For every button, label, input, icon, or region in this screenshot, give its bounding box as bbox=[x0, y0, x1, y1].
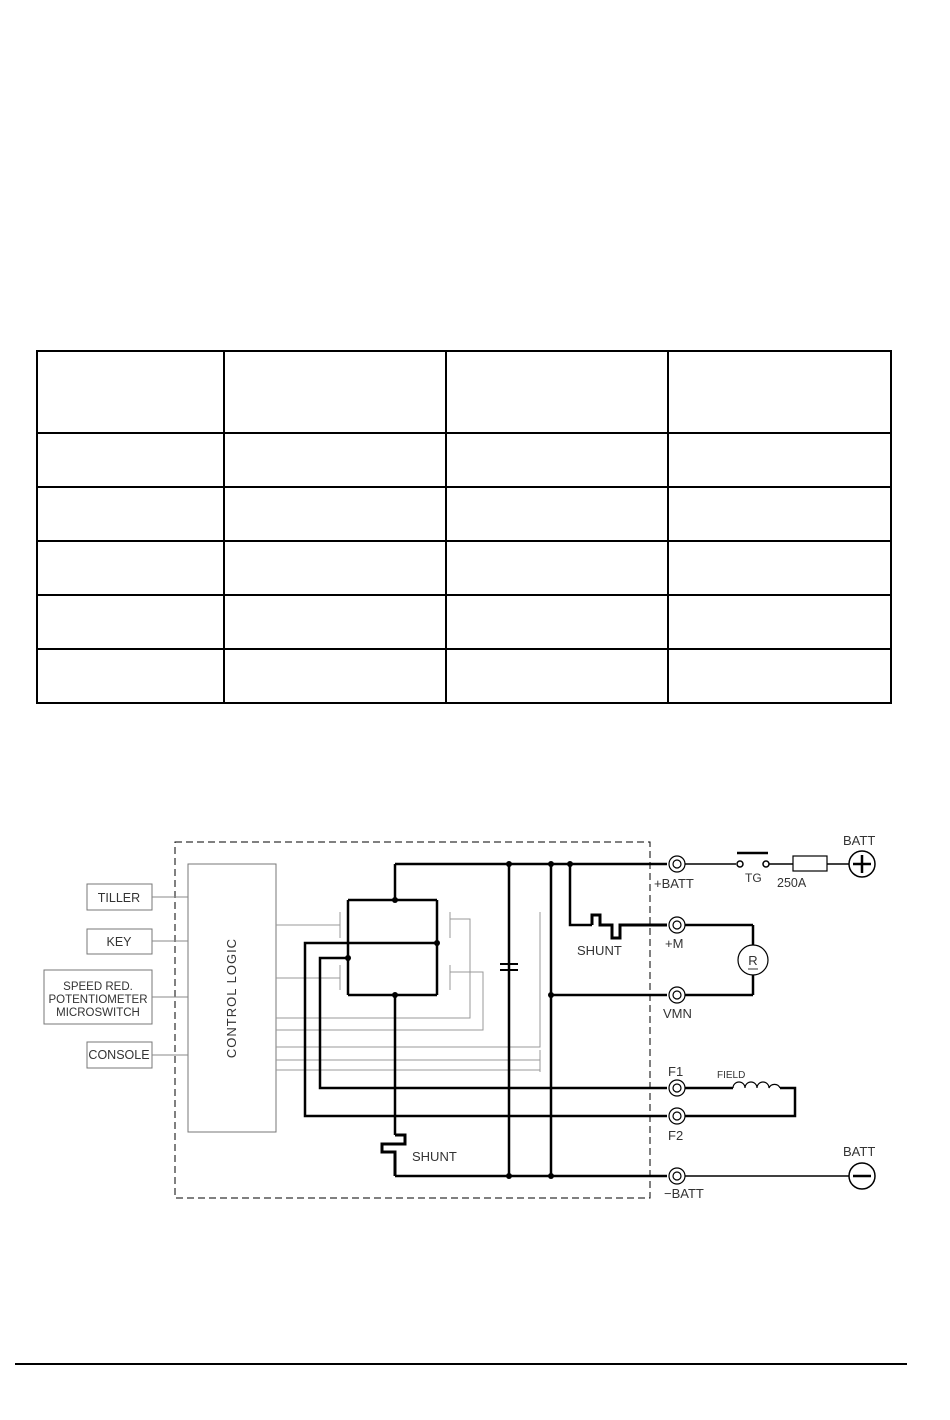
table-cell bbox=[37, 595, 224, 649]
plus-batt-terminal-label: +BATT bbox=[654, 876, 694, 891]
wiring-schematic bbox=[0, 800, 950, 1240]
batt-positive-label: BATT bbox=[843, 833, 876, 848]
table-cell bbox=[37, 487, 224, 541]
footer-divider bbox=[15, 1363, 907, 1365]
table-cell bbox=[446, 433, 668, 487]
table-cell bbox=[224, 541, 446, 595]
table-cell bbox=[224, 433, 446, 487]
microswitch-label: MICROSWITCH bbox=[56, 1007, 140, 1019]
input-leads bbox=[152, 897, 188, 1055]
table-cell bbox=[446, 487, 668, 541]
shunt-lower-label: SHUNT bbox=[412, 1149, 457, 1164]
junction-dots bbox=[345, 861, 573, 1179]
table-cell bbox=[37, 541, 224, 595]
fuse-symbol bbox=[793, 856, 827, 871]
table-cell bbox=[668, 541, 891, 595]
field-label: FIELD bbox=[717, 1070, 746, 1081]
table-header-row bbox=[37, 351, 891, 433]
table-cell bbox=[224, 595, 446, 649]
table-cell bbox=[224, 649, 446, 703]
batt-negative-label: BATT bbox=[843, 1144, 876, 1159]
power-wiring bbox=[305, 864, 795, 1176]
vmn-terminal-label: VMN bbox=[663, 1006, 692, 1021]
table-cell bbox=[668, 649, 891, 703]
table-cell bbox=[446, 595, 668, 649]
tg-label: TG bbox=[745, 871, 762, 885]
shunt-lower-symbol bbox=[382, 1135, 405, 1176]
table-cell bbox=[668, 487, 891, 541]
table-cell bbox=[446, 649, 668, 703]
table-row bbox=[37, 433, 891, 487]
speed-red-label: SPEED RED. bbox=[63, 981, 133, 993]
table-header-cell bbox=[446, 351, 668, 433]
table-cell bbox=[37, 433, 224, 487]
table-cell bbox=[668, 433, 891, 487]
table-header-cell bbox=[224, 351, 446, 433]
battery-negative-symbol bbox=[849, 1163, 875, 1189]
table-header-cell bbox=[668, 351, 891, 433]
tg-switch-symbol bbox=[685, 853, 793, 867]
fuse-rating-label: 250A bbox=[777, 876, 807, 890]
table-cell bbox=[224, 487, 446, 541]
table-row bbox=[37, 595, 891, 649]
plus-m-terminal-label: +M bbox=[665, 936, 684, 951]
f1-terminal-label: F1 bbox=[668, 1064, 684, 1079]
potentiometer-label: POTENTIOMETER bbox=[48, 994, 148, 1006]
key-label: KEY bbox=[106, 935, 132, 949]
battery-positive-symbol bbox=[849, 851, 875, 877]
field-coil-symbol bbox=[733, 1082, 780, 1088]
shunt-upper-symbol bbox=[592, 915, 667, 938]
minus-batt-terminal-label: −BATT bbox=[664, 1186, 704, 1201]
table-row bbox=[37, 541, 891, 595]
table-cell bbox=[446, 541, 668, 595]
shunt-upper-label: SHUNT bbox=[577, 943, 622, 958]
table-cell bbox=[668, 595, 891, 649]
tiller-label: TILLER bbox=[97, 891, 141, 905]
table-row bbox=[37, 487, 891, 541]
controller-boundary bbox=[175, 842, 650, 1198]
console-label: CONSOLE bbox=[88, 1048, 150, 1062]
armature-label: R bbox=[748, 953, 758, 968]
table-row bbox=[37, 649, 891, 703]
spec-table bbox=[36, 350, 892, 704]
table-header-cell bbox=[37, 351, 224, 433]
table-cell bbox=[37, 649, 224, 703]
f2-terminal-label: F2 bbox=[668, 1128, 684, 1143]
control-logic-label: CONTROL LOGIC bbox=[224, 937, 239, 1059]
